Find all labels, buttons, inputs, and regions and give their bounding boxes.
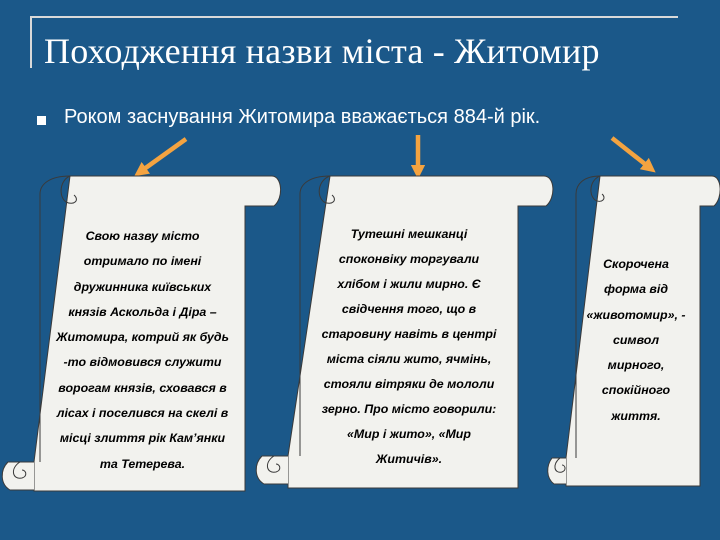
scroll-2-line: стояли вітряки де мололи	[323, 377, 495, 391]
scroll-1-line: Житомира, котрий як будь	[56, 330, 229, 345]
scroll-2-line: Тутешні мешканці	[350, 227, 468, 241]
scroll-2-line: хлібом і жили мирно. Є	[337, 277, 481, 291]
arrow-left-icon	[140, 139, 186, 172]
scroll-3-line: мирного,	[607, 358, 665, 373]
scroll-1-line: місці злиття рік Кам’янки	[59, 431, 226, 446]
scroll-1-line: дружинника київських	[73, 279, 212, 294]
scroll-2-line: старовину навіть в центрі	[321, 327, 497, 341]
scroll-3-line: спокійного	[601, 383, 671, 398]
scroll-2-line: Житичів».	[375, 452, 443, 466]
scroll-3-text	[572, 252, 700, 429]
scroll-3-line: життя.	[611, 408, 661, 423]
scroll-2-line: «Мир і жито», «Мир	[347, 427, 471, 441]
scroll-2-line: зерно. Про місто говорили:	[321, 402, 497, 416]
scroll-3-line: Скорочена	[603, 257, 669, 271]
scroll-1-text	[40, 224, 245, 477]
scroll-2-line: міста сіяли жито, ячмінь,	[326, 352, 492, 366]
scroll-1-line: отримало по імені	[83, 254, 202, 269]
scroll-1-line: лісах і поселився на скелі в	[56, 406, 229, 421]
scroll-1-line: та Тетерева.	[99, 456, 186, 471]
scroll-1-line: ворогам князів, сховався в	[58, 380, 227, 395]
scroll-1-line: Свою назву місто	[85, 229, 200, 243]
arrow-right-icon	[612, 138, 650, 168]
scroll-1-line: -то відмовився служити	[63, 355, 222, 370]
scroll-3-line: символ	[612, 332, 660, 347]
scroll-3-line: «животомир», -	[586, 307, 686, 322]
slide-title: Походження назви міста - Житомир	[44, 31, 600, 71]
scroll-1-line: князів Аскольда і Діра –	[68, 304, 217, 319]
scroll-2-line: споконвіку торгували	[338, 252, 480, 266]
intro-text: Роком заснування Житомира вважається 884-й рік.	[64, 106, 541, 128]
scroll-2-line: свідчення того, що в	[341, 302, 477, 316]
scroll-3-line: форма від	[603, 282, 669, 297]
scroll-2-text	[298, 222, 520, 472]
